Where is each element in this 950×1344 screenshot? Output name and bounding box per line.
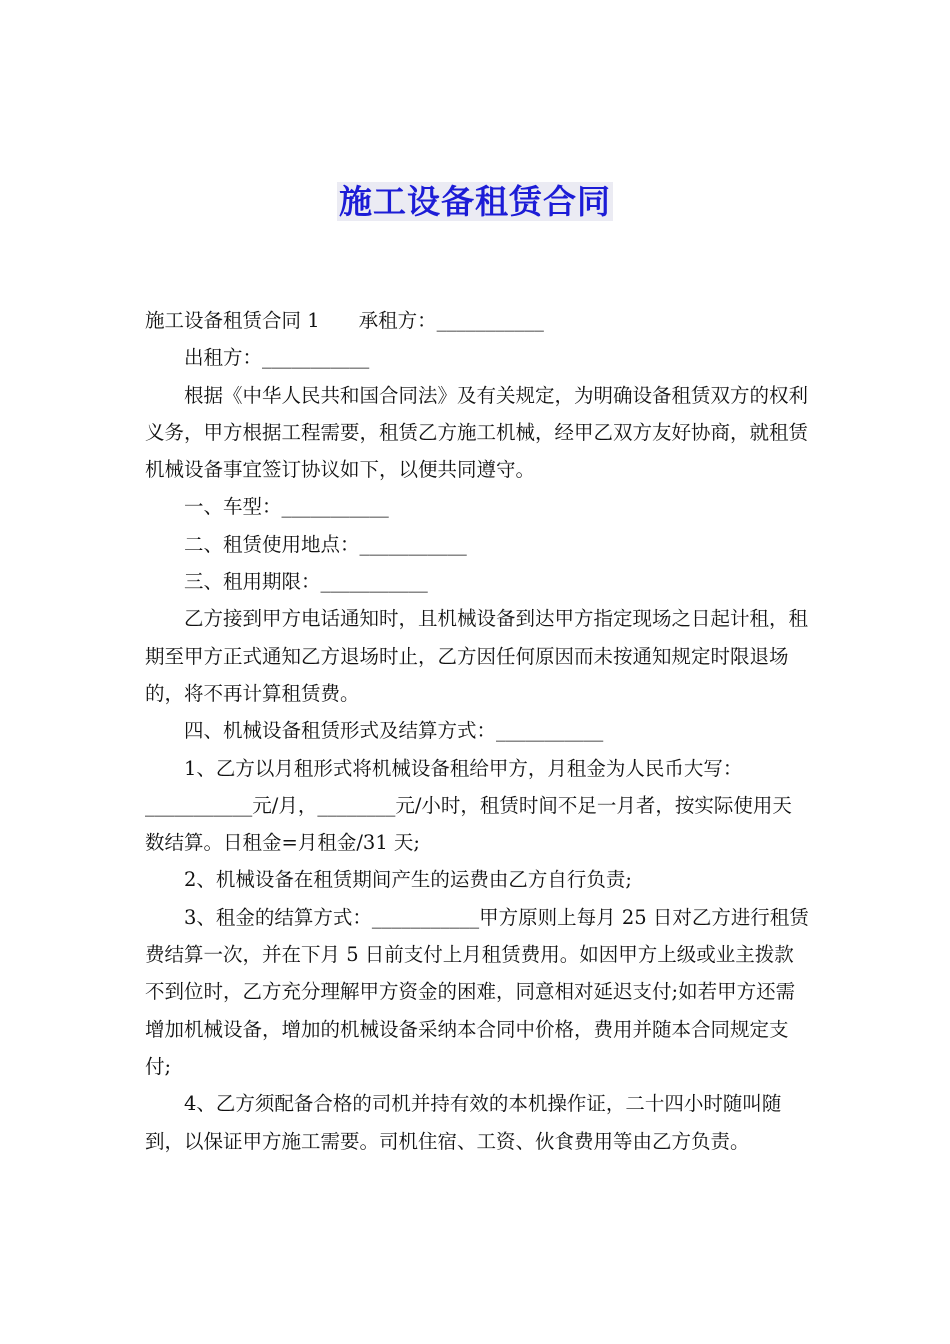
- paragraph-clause-1: 1、乙方以月租形式将机械设备租给甲方，月租金为人民币大写：___________元/月，________元/小时，租赁时间不足一月者，按实际使用天数结算。日租金=月租金/31 天;: [145, 756, 792, 855]
- paragraph-rental-period: 三、租用期限：___________: [184, 570, 428, 594]
- document-body: [145, 302, 809, 1160]
- document-title-text: 施工设备租赁合同: [339, 182, 611, 221]
- paragraph-rental-start: 乙方接到甲方电话通知时，且机械设备到达甲方指定现场之日起计租，租期至甲方正式通知乙方退场时止，乙方因任何原因而未按通知规定时限退场的，将不再计算租赁费。: [145, 607, 809, 705]
- paragraph-clause-3: 3、租金的结算方式：___________甲方原则上每月 25 日对乙方进行租赁费结算一次，并在下月 5 日前支付上月租赁费用。如因甲方上级或业主拨款不到位时，乙方充分理解甲方资金的困难，同意相对延迟支付;如若甲方还需增加机械设备，增加的机械设备采纳本合同中价格，费用并随本合同规定支付;: [145, 905, 809, 1078]
- paragraph-vehicle-type: 一、车型：___________: [184, 495, 389, 519]
- paragraph-contract-header: 施工设备租赁合同 1 承租方：___________: [145, 309, 544, 332]
- paragraph-clause-2: 2、机械设备在租赁期间产生的运费由乙方自行负责;: [184, 868, 632, 892]
- paragraph-clause-4: 4、乙方须配备合格的司机并持有效的本机操作证，二十四小时随叫随到，以保证甲方施工需要。司机住宿、工资、伙食费用等由乙方负责。: [145, 1092, 782, 1153]
- document-title: [0, 176, 950, 223]
- paragraph-rental-form: 四、机械设备租赁形式及结算方式：___________: [184, 719, 604, 743]
- paragraph-usage-location: 二、租赁使用地点：___________: [184, 532, 467, 556]
- paragraph-lessor: 出租方：___________: [184, 346, 370, 370]
- paragraph-preamble: 根据《中华人民共和国合同法》及有关规定，为明确设备租赁双方的权利义务，甲方根据工程需要，租赁乙方施工机械，经甲乙双方友好协商，就租赁机械设备事宜签订协议如下，以便共同遵守。: [145, 383, 809, 482]
